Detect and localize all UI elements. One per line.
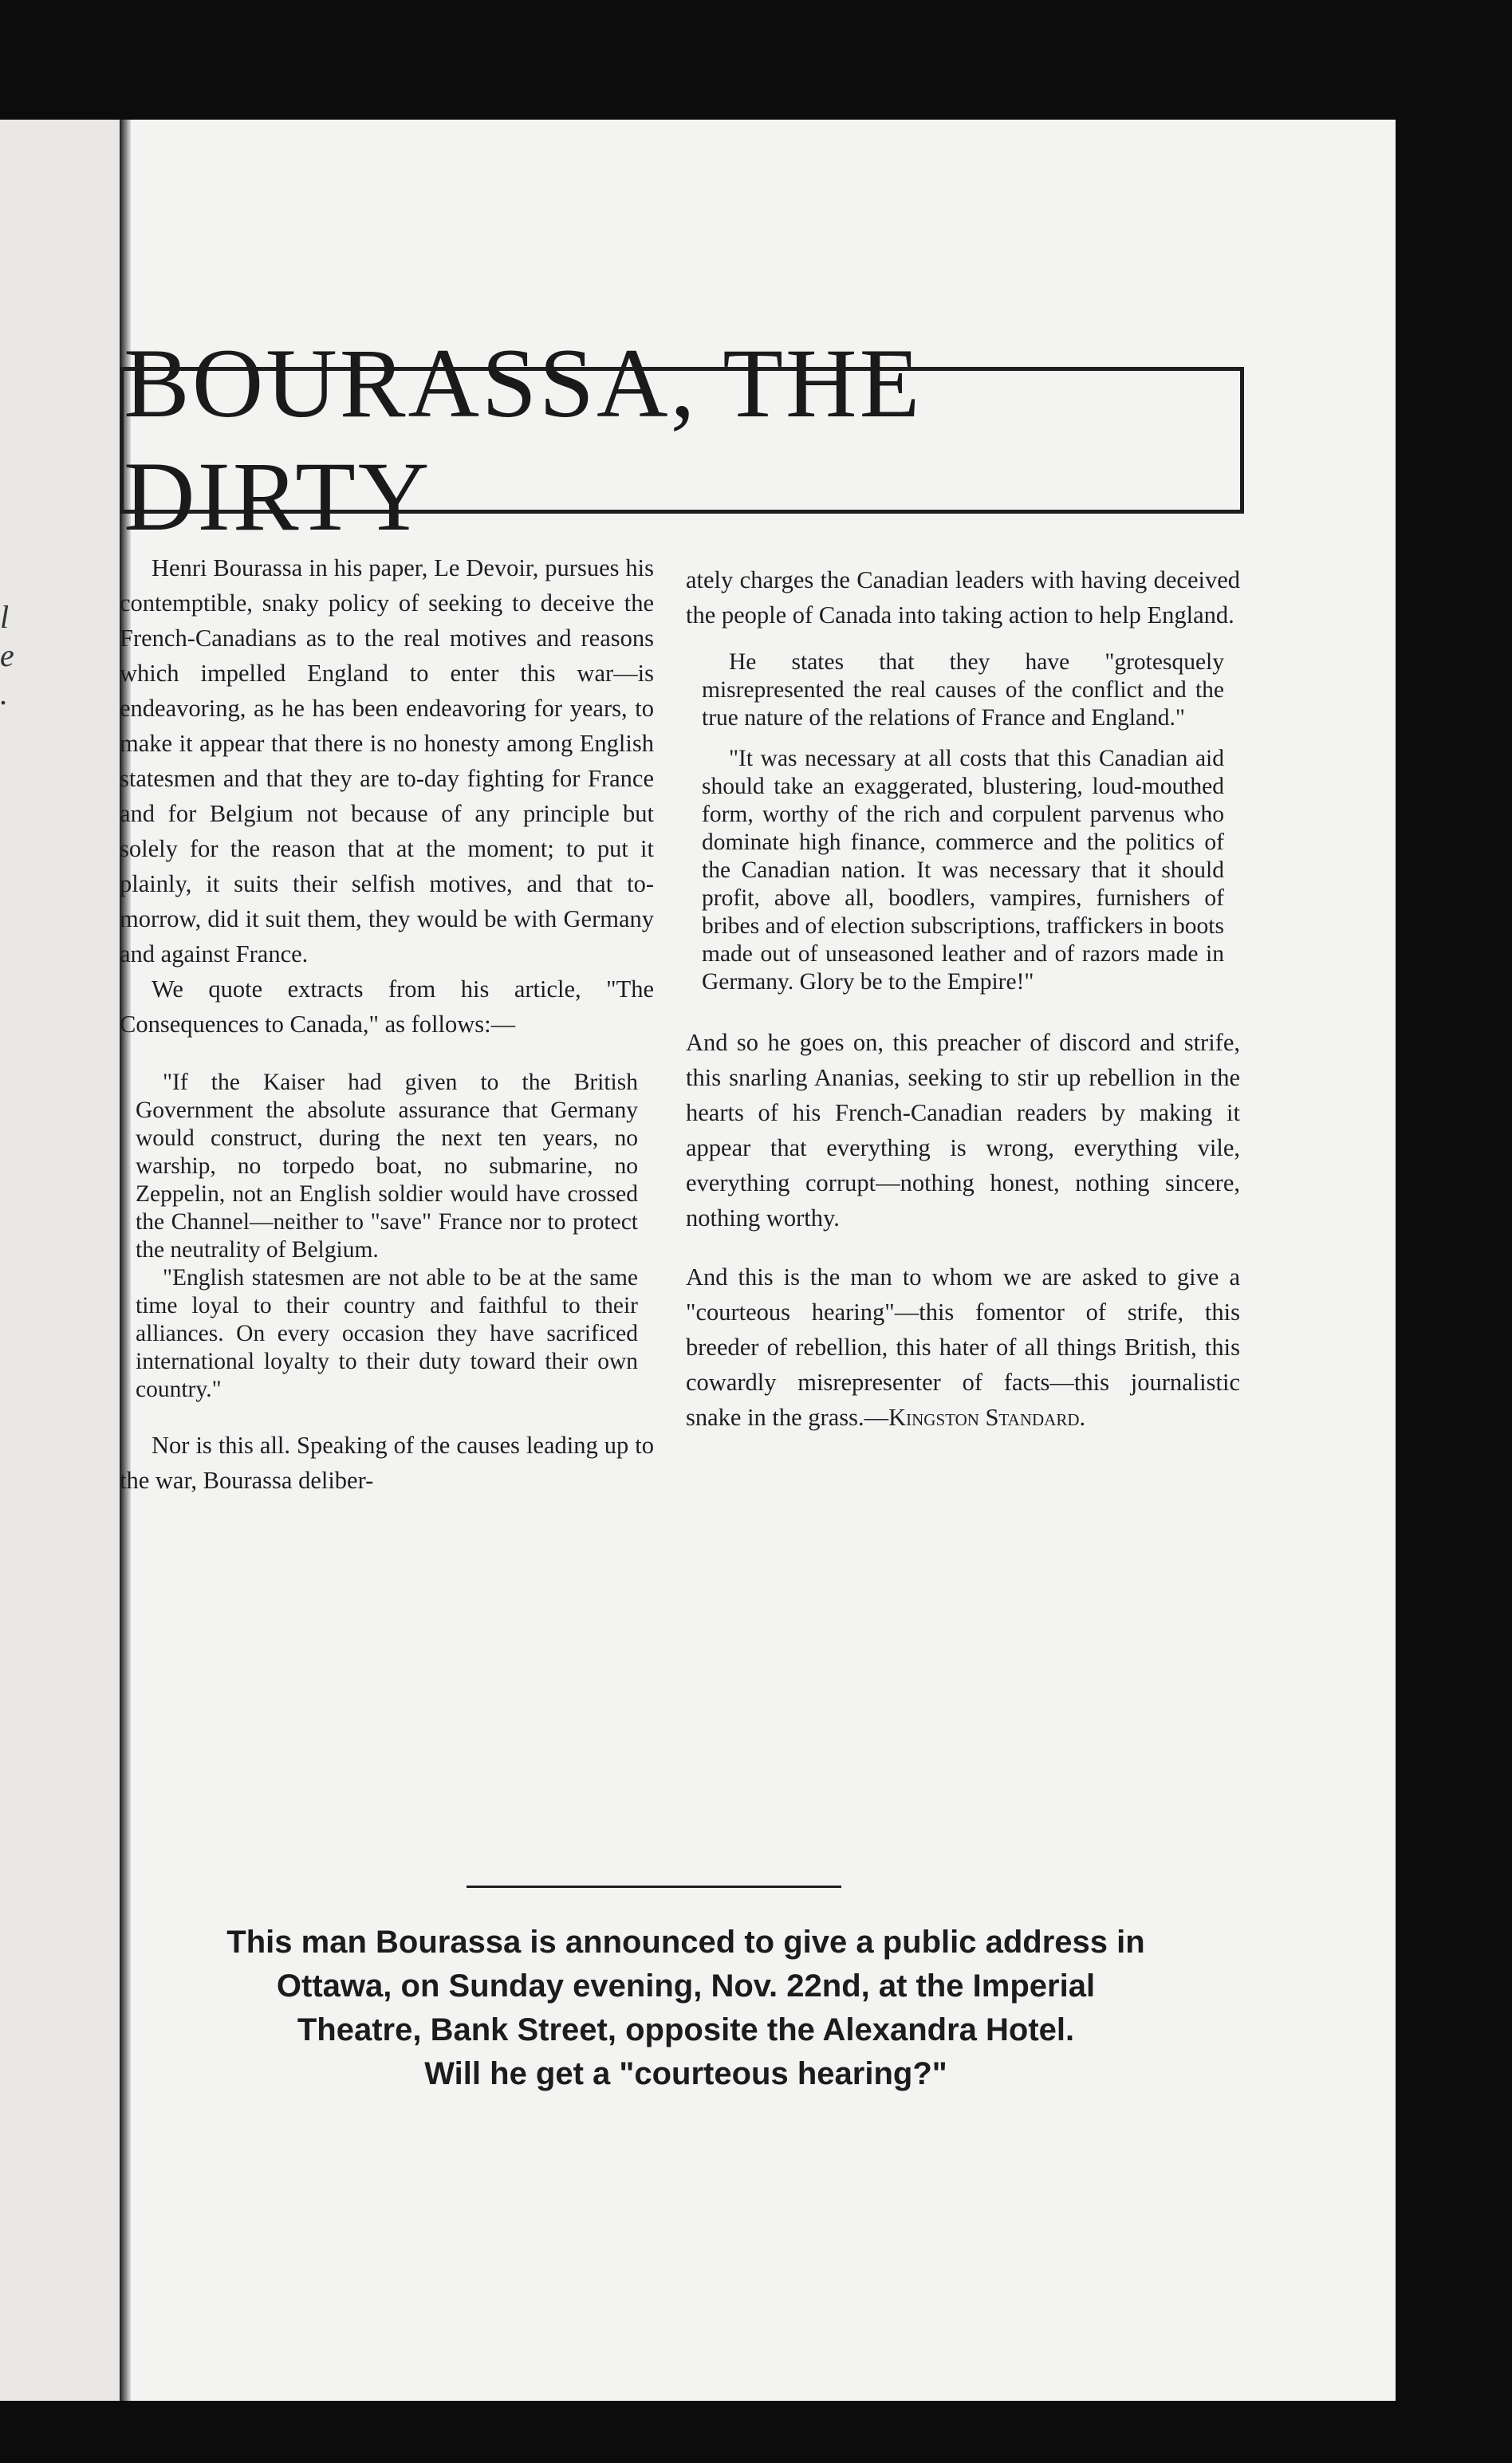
headline-box (120, 329, 1244, 551)
announcement (120, 1921, 1252, 2096)
left-paragraph-3: Nor is this all. Speaking of the causes leading up to the war, Bourassa deliber- (120, 1432, 654, 1494)
announcement-line-1: This man Bourassa is announced to give a public address in (226, 1925, 1145, 1960)
margin-mark: e (0, 637, 14, 673)
misrepresented-quote-block (686, 648, 1240, 732)
right-paragraph-2: And so he goes on, this preacher of discord and strife, this snarling Ananias, seeking to stir up rebellion in the hearts of his French-Canadian readers by making it appear that everything is wrong, everything vile, everything corrupt—nothing honest, nothing sincere, nothing worthy. (686, 1029, 1240, 1232)
kaiser-quote-block (120, 1069, 654, 1404)
announcement-line-4: Will he get a "courteous hearing?" (424, 2056, 947, 2091)
right-paragraph-1: ately charges the Canadian leaders with having deceived the people of Canada into taking action to help England. (686, 566, 1240, 629)
facing-page-edge (0, 120, 120, 2401)
announcement-line-2: Ottawa, on Sunday evening, Nov. 22nd, at the Imperial (276, 1968, 1096, 2004)
margin-mark: . (0, 676, 8, 711)
left-paragraph-1: Henri Bourassa in his paper, Le Devoir, pursues his contemptible, snaky policy of seeking to deceive the French-Canadians as to the real motives and reasons which impelled England to enter this war—is endeavoring, as he has been endeavoring for years, to make it appear that there is no honesty among English statesmen and that they are to-day fighting for France and for Belgium not because of any principle but solely for the reason that at the moment; to put it plainly, it suits their selfish motives, and that to-morrow, did it suit them, they would be with Germany and against France. (120, 554, 654, 967)
kaiser-quote: "If the Kaiser had given to the British Government the absolute assurance that Germany would construct, during the next ten years, no warship, no torpedo boat, no submarine, no Zeppelin, not an English soldier would have crossed the Channel—neither to "save" France nor to protect the neutrality of Belgium. (136, 1070, 638, 1263)
right-column (686, 562, 1240, 1435)
right-paragraph-3-text: And this is the man to whom we are asked to give a "courteous hearing"—this fomentor of strife, this breeder of rebellion, this hater of all things British, this cowardly misrepresenter of facts—this journalistic snake in the grass.— (686, 1263, 1240, 1431)
necessary-quote-block (686, 745, 1240, 996)
separator-rule (467, 1886, 841, 1888)
announcement-line-3: Theatre, Bank Street, opposite the Alexandra Hotel. (297, 2012, 1075, 2047)
left-column (120, 550, 654, 1498)
left-paragraph-2: We quote extracts from his article, "The Consequences to Canada," as follows:— (120, 975, 654, 1038)
headline: BOURASSA, THE DIRTY (124, 329, 923, 551)
necessary-quote: "It was necessary at all costs that this Canadian aid should take an exaggerated, blustering, loud-mouthed form, worthy of the rich and corpulent parvenus who dominate high finance, commerce and the politics of the Canadian nation. It was necessary that it should profit, above all, boodlers, vampires, furnishers of bribes and of election subscriptions, traffickers in boots made out of unseasoned leather and of razors made in Germany. Glory be to the Empire!" (702, 746, 1224, 995)
right-paragraph-3 (686, 1259, 1240, 1435)
source-attribution: Kingston Standard. (888, 1404, 1086, 1431)
statesmen-quote: "English statesmen are not able to be at the same time loyal to their country and faithful to their alliances. On every occasion they have sacrificed international loyalty to their duty toward their own country." (136, 1265, 638, 1402)
margin-mark: l (0, 599, 10, 635)
misrepresented-quote: He states that they have "grotesquely misrepresented the real causes of the conflict and the true nature of the relations of France and England." (702, 649, 1224, 731)
document-page (120, 120, 1396, 2401)
facing-page-margin-marks (0, 598, 24, 713)
